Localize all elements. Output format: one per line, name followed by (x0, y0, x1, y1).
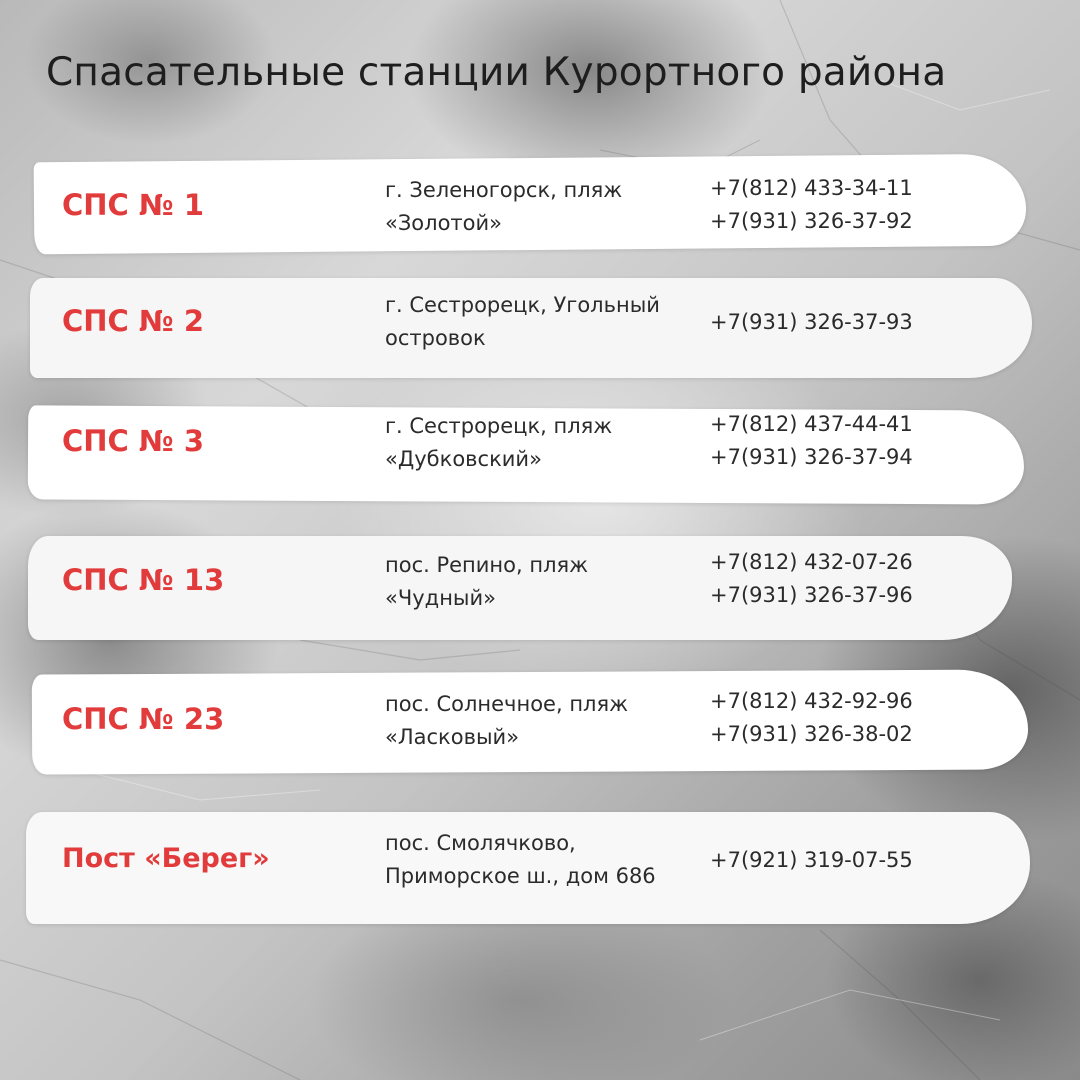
phone-number[interactable]: +7(812) 433-34-11 (710, 176, 913, 200)
address-line: островок (385, 326, 486, 350)
station-address (385, 410, 697, 476)
address-line: г. Сестрорецк, пляж (385, 414, 613, 438)
phone-number[interactable]: +7(812) 432-07-26 (710, 550, 913, 574)
station-name: Пост «Берег» (62, 843, 270, 874)
phone-number[interactable]: +7(931) 326-37-96 (710, 583, 913, 607)
phone-number[interactable]: +7(931) 326-37-92 (710, 209, 913, 233)
address-line: «Чудный» (385, 586, 496, 610)
station-name: СПС № 1 (62, 188, 205, 222)
phone-number[interactable]: +7(812) 437-44-41 (710, 412, 913, 436)
address-line: пос. Солнечное, пляж (385, 692, 629, 716)
address-line: г. Зеленогорск, пляж (385, 178, 623, 202)
station-phones (710, 685, 913, 751)
address-line: Приморское ш., дом 686 (385, 864, 656, 888)
station-name: СПС № 3 (62, 424, 205, 458)
station-phones (710, 172, 913, 238)
station-address (385, 688, 697, 754)
station-phones (710, 306, 913, 339)
address-line: «Ласковый» (385, 725, 520, 749)
address-line: пос. Смолячково, (385, 831, 576, 855)
address-line: г. Сестрорецк, Угольный (385, 293, 660, 317)
address-line: «Золотой» (385, 211, 503, 235)
station-address (385, 549, 697, 615)
phone-number[interactable]: +7(812) 432-92-96 (710, 689, 913, 713)
station-address (385, 289, 697, 355)
phone-number[interactable]: +7(921) 319-07-55 (710, 848, 913, 872)
station-name: СПС № 23 (62, 702, 225, 736)
station-phones (710, 844, 913, 877)
address-line: пос. Репино, пляж (385, 553, 589, 577)
address-line: «Дубковский» (385, 447, 542, 471)
station-address (385, 174, 697, 240)
phone-number[interactable]: +7(931) 326-38-02 (710, 722, 913, 746)
phone-number[interactable]: +7(931) 326-37-94 (710, 445, 913, 469)
station-address (385, 827, 697, 893)
page-title: Спасательные станции Курортного района (46, 50, 947, 95)
station-name: СПС № 2 (62, 304, 205, 338)
station-phones (710, 546, 913, 612)
station-phones (710, 408, 913, 474)
phone-number[interactable]: +7(931) 326-37-93 (710, 310, 913, 334)
station-name: СПС № 13 (62, 563, 225, 597)
